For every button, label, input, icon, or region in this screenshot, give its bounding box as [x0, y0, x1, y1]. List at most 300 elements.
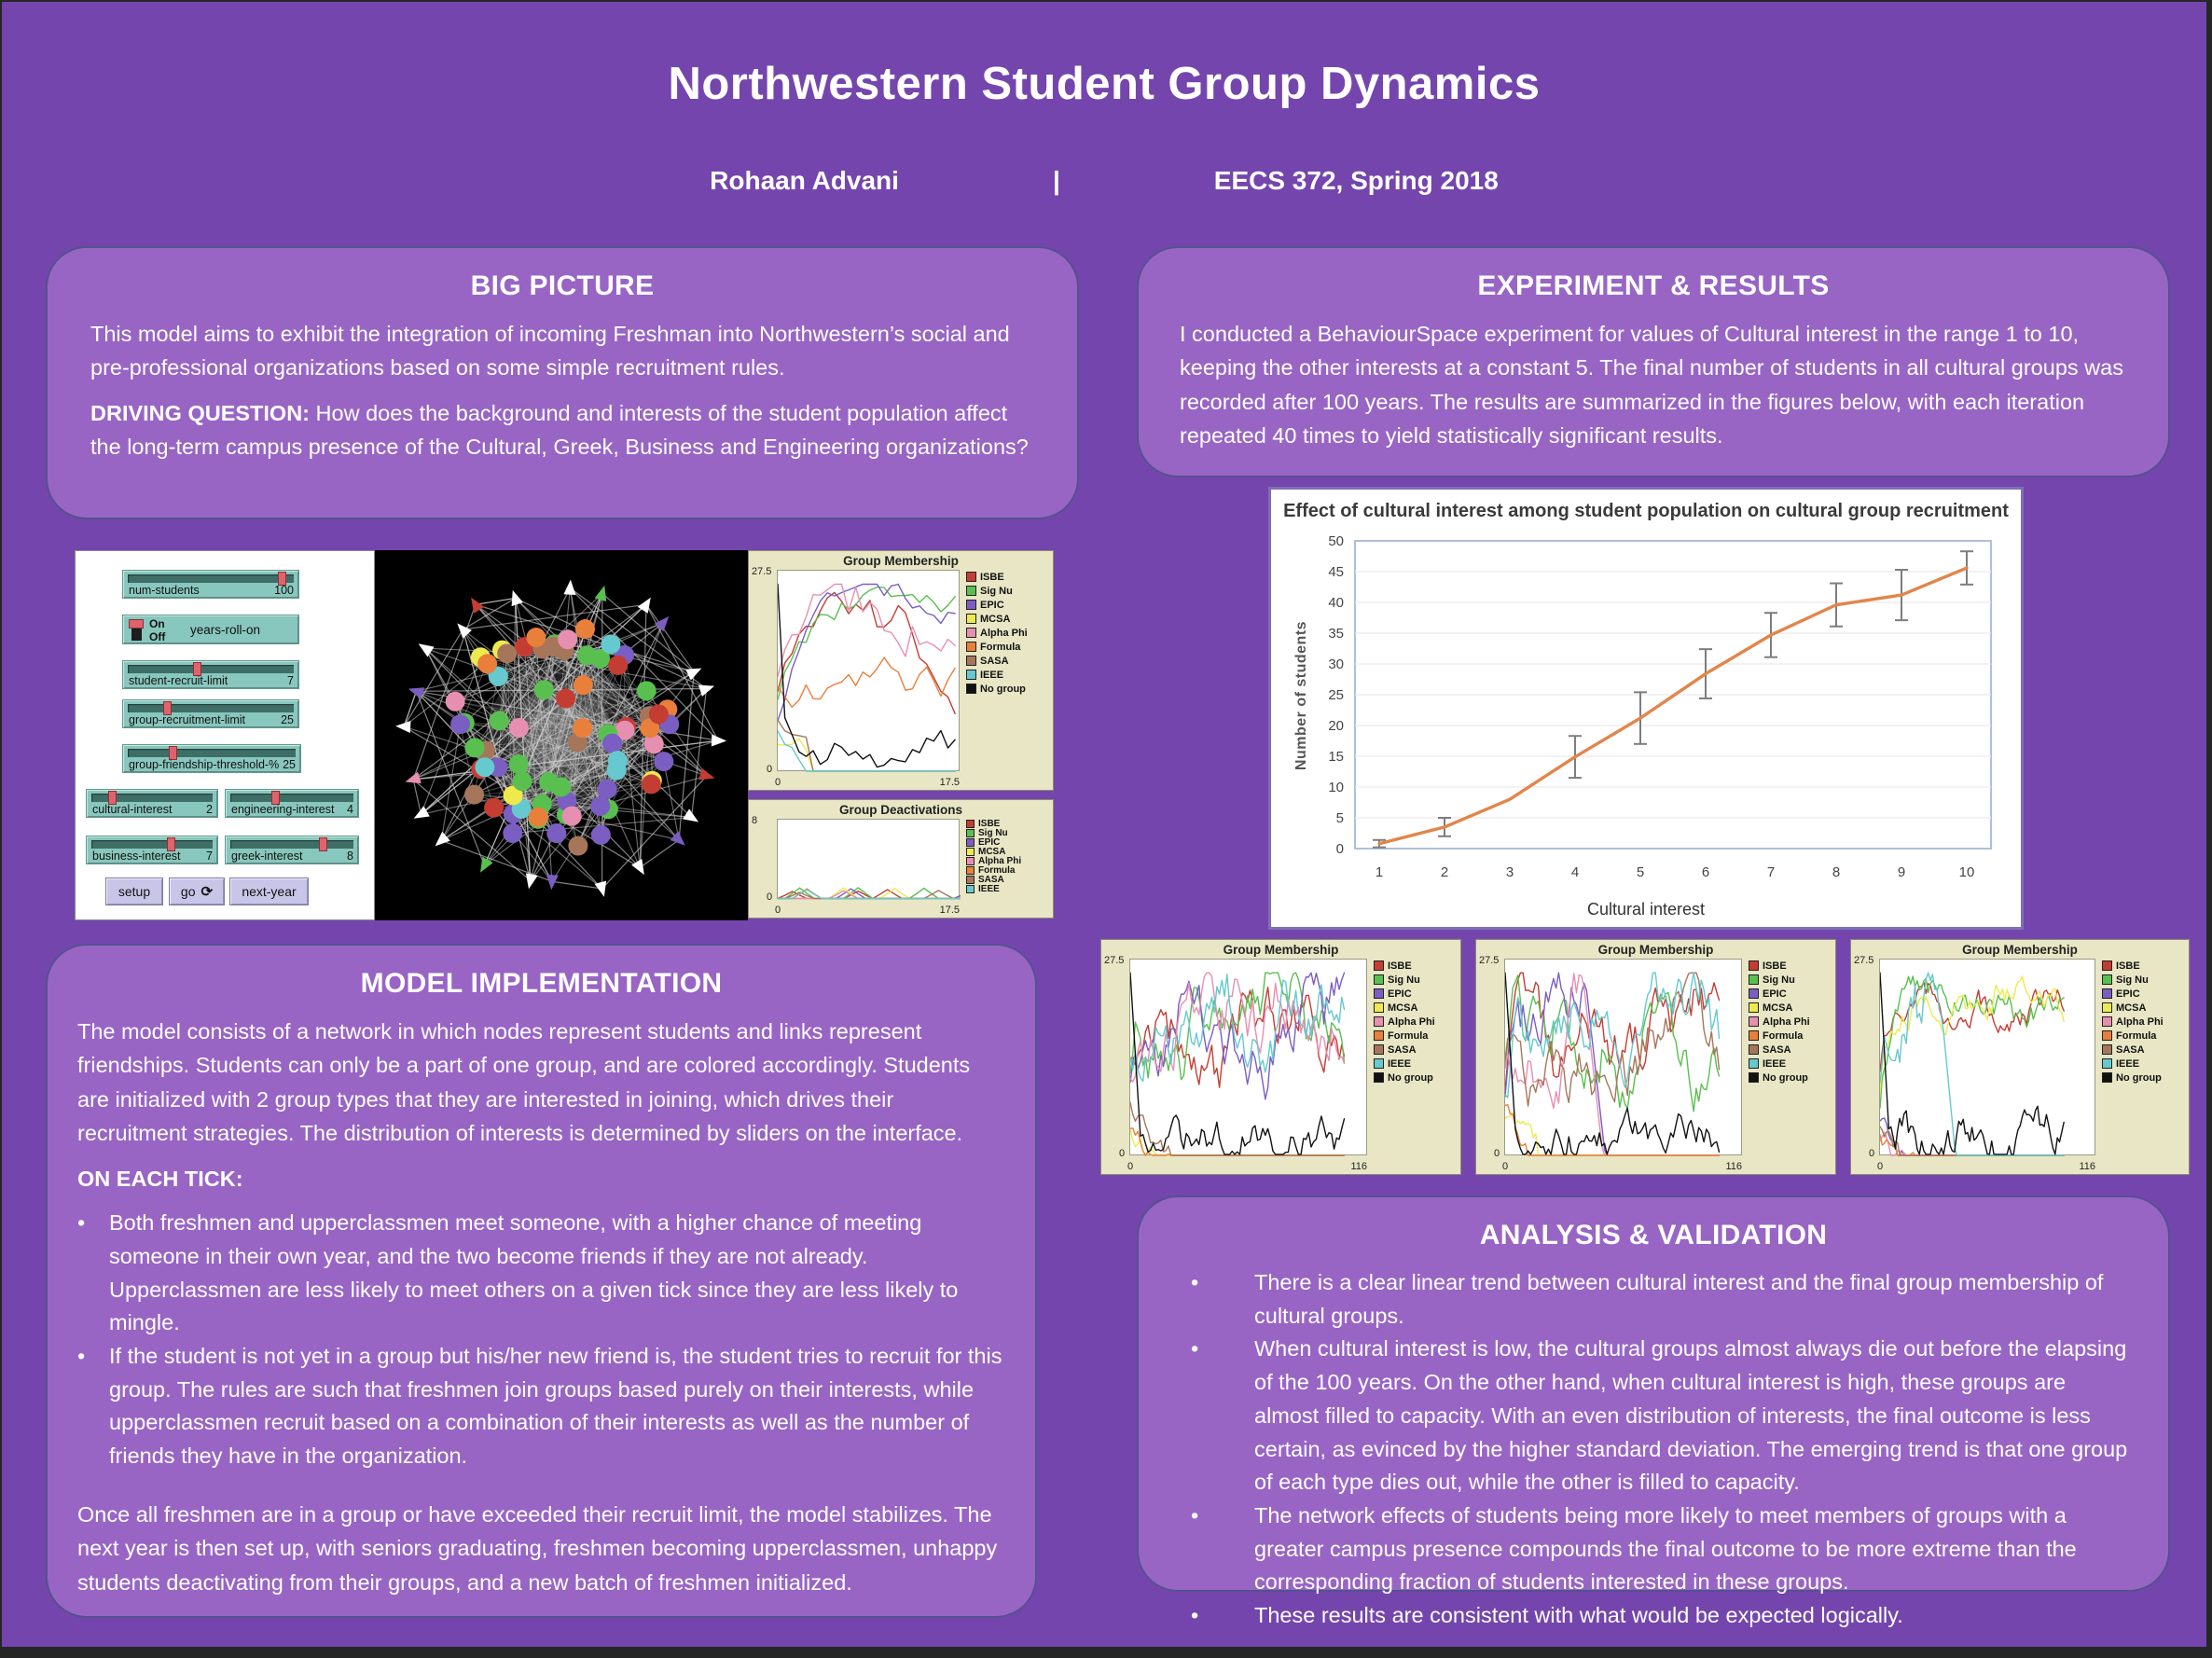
plot-area [1879, 959, 2095, 1155]
student-node-arrow [406, 772, 422, 783]
svg-text:8: 8 [1832, 864, 1841, 880]
legend-label: Sig Nu [978, 827, 1008, 838]
legend-item-epic [966, 598, 1050, 612]
svg-text:30: 30 [1328, 656, 1344, 672]
legend-label: ISBE [978, 818, 1001, 829]
series-No group [778, 585, 955, 767]
legend-swatch [1374, 988, 1384, 999]
student-node [534, 680, 554, 699]
plot-area [777, 819, 960, 899]
legend-label: MCSA [2116, 1002, 2147, 1014]
student-node [568, 836, 588, 856]
student-node [477, 654, 497, 673]
legend-label: Formula [1763, 1029, 1804, 1042]
slider-cultural-interest[interactable] [86, 789, 218, 818]
slider-business-interest[interactable] [86, 836, 218, 864]
y-axis-min-label: 0 [767, 764, 773, 775]
model-text-1: The model consists of a network in which nodes represent students and links represent friendships. Students can only be a part of one group, and are colored accordingly. Students are initialized with 2 group types that they are interested in joining, which drives their recruitment strategies. The distribution of interests is determined by sliders on the interface. [77, 1019, 971, 1146]
legend-label: MCSA [978, 846, 1006, 857]
legend-swatch [966, 614, 976, 624]
legend-swatch [1749, 960, 1759, 971]
driving-question-label: DRIVING QUESTION: [90, 400, 311, 425]
slider-track[interactable] [128, 574, 294, 583]
model-bullet-list [77, 1207, 1005, 1473]
student-node-arrow [563, 580, 575, 595]
legend-swatch [1749, 1016, 1759, 1027]
legend-item-mcsa [966, 847, 1050, 856]
legend-label: EPIC [980, 599, 1004, 611]
button-label: go [180, 884, 196, 899]
y-axis-max-label: 27.5 [1104, 955, 1125, 966]
svg-text:50: 50 [1328, 533, 1344, 549]
bullet-item: • If the student is not yet in a group but his/her new friend is, the student tries to recruit for this group. The rules are such that freshmen join groups based purely on their interests, while upperclassmen recruit based on a combination of their interests as well as the number of friends they have in the organization. [77, 1343, 1002, 1469]
student-node [503, 823, 522, 843]
experiment-heading: EXPERIMENT & RESULTS [1477, 270, 1830, 301]
legend-label: EPIC [2116, 988, 2140, 1000]
plot-area [1504, 959, 1742, 1155]
legend-label: Sig Nu [2116, 974, 2149, 986]
slider-value: 25 [281, 713, 294, 726]
x-axis-max-label: 116 [2079, 1161, 2095, 1172]
legend-swatch [1749, 1072, 1759, 1083]
legend-label: Formula [978, 864, 1016, 876]
model-text-2: Once all freshmen are in a group or have exceeded their recruit limit, the model stabilizes. The next year is then set up, with seniors graduating, freshmen becoming upperclassmen, unhappy students deactivating from their groups, and a new batch of freshmen initialized. [77, 1501, 998, 1595]
legend-swatch [2102, 1072, 2112, 1083]
legend-swatch [2102, 1030, 2112, 1041]
svg-text:1: 1 [1375, 864, 1384, 880]
y-axis-max-label: 27.5 [752, 566, 772, 577]
legend-item-epic [1749, 987, 1832, 1001]
legend-item-alpha-phi [1749, 1015, 1832, 1029]
student-node [575, 619, 595, 639]
legend-swatch [2102, 1016, 2112, 1027]
legend-label: Sig Nu [980, 585, 1013, 597]
slider-label: student-recruit-limit [129, 674, 228, 687]
forever-icon: ⟳ [200, 884, 214, 900]
slider-track[interactable] [128, 704, 294, 712]
student-node [513, 771, 532, 791]
legend-swatch [966, 820, 975, 828]
chart-title: Effect of cultural interest among student population on cultural group recruitment [1283, 501, 2009, 521]
legend-item-sig-nu [966, 828, 1050, 837]
slider-label: engineering-interest [231, 803, 335, 816]
y-axis-min-label: 0 [767, 891, 773, 903]
legend-swatch [2102, 1044, 2112, 1055]
student-node [475, 757, 494, 777]
plot-title: Group Membership [1597, 943, 1714, 957]
bullet-item: • There is a clear linear trend between cultural interest and the final group membership of cultural groups. [1191, 1270, 2104, 1328]
legend-swatch [2102, 1002, 2112, 1013]
slider-student-recruit-limit[interactable] [122, 660, 299, 689]
plot-title: Group Deactivations [838, 803, 963, 817]
group-membership-plot [748, 550, 1054, 791]
network-world-view [375, 550, 748, 920]
group-deactivations-plot [748, 799, 1054, 919]
switch-years-roll-on[interactable] [122, 615, 299, 644]
button-next-year[interactable] [229, 877, 309, 905]
legend-item-sig-nu [966, 584, 1050, 598]
slider-engineering-interest[interactable] [225, 789, 359, 818]
x-axis-min-label: 0 [1127, 1161, 1134, 1172]
legend-item-epic [1374, 987, 1458, 1001]
legend-item-mcsa [1374, 1001, 1458, 1015]
student-node [556, 689, 575, 709]
chart-y-axis-label: Number of students [1293, 620, 1309, 771]
legend-label: Alpha Phi [1763, 1016, 1810, 1028]
legend-label: No group [1763, 1071, 1808, 1084]
netlogo-plot-column [748, 550, 1054, 920]
plot-title: Group Membership [1962, 943, 2078, 957]
student-node [558, 629, 577, 649]
bullet-item: • These results are consistent with what would be expected logically. [1191, 1603, 1903, 1628]
legend-swatch [1749, 988, 1759, 999]
svg-text:20: 20 [1328, 718, 1344, 734]
legend-item-sig-nu [1374, 973, 1458, 987]
plot-legend [966, 570, 1050, 696]
student-node [465, 738, 485, 757]
big-picture-text: This model aims to exhibit the integration of incoming Freshman into Northwestern’s social and pre-professional organizations based on some simple recruitment rules. [90, 322, 1010, 380]
legend-item-sasa [966, 875, 1050, 884]
legend-item-alpha-phi [966, 856, 1050, 865]
svg-text:10: 10 [1328, 780, 1344, 795]
svg-text:4: 4 [1570, 864, 1580, 880]
series-IEEE [1130, 974, 1345, 1082]
y-axis-min-label: 0 [1494, 1148, 1500, 1159]
legend-item-mcsa [1749, 1001, 1832, 1015]
student-node-arrow [712, 734, 726, 746]
plot-area [1129, 959, 1367, 1155]
legend-swatch [1749, 1002, 1759, 1013]
student-node [551, 777, 571, 796]
legend-item-isbe [966, 570, 1050, 584]
legend-label: IEEE [978, 883, 1000, 894]
bullet-item: • When cultural interest is low, the cultural groups almost always die out before the elapsing of the 100 years. On the other hand, when cultural interest is high, these groups are almost filled to capacity. With an even distribution of interests, the final outcome is less certain, as evinced by the higher standard deviation. The emerging trend is that one group of each type dies out, while the other is filled to capacity. [1191, 1336, 2128, 1495]
legend-item-sasa [1374, 1043, 1458, 1057]
student-node [497, 643, 517, 663]
x-axis-max-label: 17.5 [939, 777, 960, 788]
plot-legend [966, 819, 1050, 893]
plot-area [777, 570, 960, 771]
poster-background [2, 2, 2206, 1647]
legend-label: IEEE [2116, 1057, 2140, 1070]
legend-label: SASA [980, 655, 1009, 667]
legend-label: EPIC [1763, 988, 1787, 1000]
plot-title: Group Membership [1223, 943, 1339, 957]
switch-track[interactable] [131, 619, 142, 641]
legend-swatch [1374, 974, 1384, 985]
plot-legend [1374, 959, 1458, 1085]
student-node [509, 754, 529, 774]
legend-item-alpha-phi [1374, 1015, 1458, 1029]
student-node [573, 718, 592, 738]
friendship-network-graph [375, 550, 748, 920]
legend-swatch [1749, 1058, 1759, 1069]
legend-label: SASA [1388, 1043, 1417, 1056]
model-implementation-panel [46, 944, 1037, 1618]
author-name: Rohaan Advani [710, 166, 899, 195]
student-node-arrow [435, 832, 450, 846]
legend-swatch [966, 885, 975, 893]
legend-label: No group [980, 683, 1026, 695]
legend-item-ieee [1749, 1057, 1832, 1071]
legend-label: Alpha Phi [978, 855, 1022, 866]
x-axis-min-label: 0 [775, 777, 781, 788]
legend-item-mcsa [2102, 1001, 2186, 1015]
x-axis-min-label: 0 [1502, 1161, 1509, 1172]
legend-swatch [966, 866, 975, 875]
legend-item-isbe [966, 819, 1050, 828]
svg-text:5: 5 [1636, 864, 1645, 880]
legend-label: EPIC [1388, 988, 1412, 1000]
slider-track[interactable] [91, 794, 213, 802]
student-node [598, 780, 617, 799]
legend-item-no-group [966, 682, 1050, 696]
legend-swatch [966, 829, 975, 837]
legend-label: ISBE [1388, 960, 1412, 972]
y-axis-max-label: 8 [752, 815, 758, 826]
student-node [446, 692, 465, 712]
legend-label: ISBE [2116, 960, 2140, 972]
slider-track[interactable] [128, 665, 294, 673]
plot-legend [1749, 959, 1832, 1085]
course-info: EECS 372, Spring 2018 [1213, 166, 1499, 195]
legend-swatch [966, 642, 976, 652]
legend-item-ieee [966, 884, 1050, 893]
legend-swatch [966, 628, 976, 638]
y-axis-min-label: 0 [1119, 1148, 1126, 1159]
legend-label: No group [1388, 1071, 1433, 1084]
svg-text:15: 15 [1328, 749, 1344, 765]
slider-value: 100 [274, 584, 294, 597]
legend-item-formula [1749, 1029, 1832, 1043]
legend-label: MCSA [980, 613, 1011, 625]
student-node [484, 798, 504, 818]
student-node [590, 796, 610, 816]
svg-text:6: 6 [1701, 864, 1710, 880]
legend-item-ieee [1374, 1057, 1458, 1071]
legend-swatch [1749, 974, 1759, 985]
legend-swatch [1749, 1044, 1759, 1055]
svg-text:0: 0 [1335, 841, 1344, 857]
slider-track[interactable] [230, 840, 353, 849]
series-SASA [1130, 1102, 1345, 1155]
on-each-tick-label: ON EACH TICK: [77, 1166, 243, 1191]
group-membership-plot-run-2 [1475, 939, 1836, 1175]
student-node [529, 808, 548, 827]
legend-label: Formula [980, 641, 1021, 653]
svg-text:3: 3 [1505, 864, 1514, 880]
legend-label: ISBE [980, 571, 1004, 583]
legend-label: MCSA [1763, 1002, 1793, 1014]
legend-item-sig-nu [1749, 973, 1832, 987]
driving-question-text: How does the background and interests of the student population affect the long-term campus presence of the Cultural, Greek, Business and Engineering organizations? [90, 400, 1029, 460]
slider-label: greek-interest [231, 850, 303, 863]
slider-track[interactable] [91, 840, 213, 849]
legend-label: Alpha Phi [1388, 1016, 1435, 1028]
legend-swatch [966, 857, 975, 865]
student-node [464, 785, 484, 805]
byline-separator: | [1052, 166, 1060, 195]
legend-item-mcsa [966, 612, 1050, 626]
legend-swatch [966, 586, 976, 596]
big-picture-heading: BIG PICTURE [470, 270, 655, 301]
slider-track[interactable] [128, 749, 296, 757]
series-Formula [778, 657, 955, 707]
group-membership-plot-run-3 [1850, 939, 2190, 1175]
legend-swatch [966, 838, 975, 847]
series-No group [1880, 973, 2064, 1154]
student-node [642, 774, 661, 794]
legend-swatch [2102, 974, 2112, 985]
series-ISBE [778, 592, 955, 713]
svg-text:25: 25 [1328, 687, 1344, 703]
experiment-chart-figure [1268, 487, 2024, 930]
legend-item-alpha-phi [966, 626, 1050, 640]
slider-label: business-interest [92, 850, 181, 863]
student-node [509, 718, 529, 738]
switch-knob[interactable] [129, 619, 144, 629]
plot-legend [2102, 959, 2186, 1085]
legend-swatch [1374, 1044, 1384, 1055]
legend-label: IEEE [1388, 1057, 1412, 1070]
legend-swatch [966, 876, 975, 884]
legend-label: Sig Nu [1763, 974, 1795, 986]
run-comparison-plots [1100, 939, 2191, 1175]
slider-label: cultural-interest [92, 803, 173, 816]
legend-label: ISBE [1763, 960, 1787, 972]
legend-item-no-group [1749, 1071, 1832, 1085]
group-membership-plot-run-1 [1100, 939, 1461, 1175]
y-axis-max-label: 27.5 [1854, 955, 1874, 966]
slider-group-friendship-threshold-%[interactable] [122, 744, 301, 773]
bullet-item: • Both freshmen and upperclassmen meet someone, with a higher chance of meeting someone in their own year, and the two become friends if they are not already. Upperclassmen are less likely to meet others on a given tick since they are less likely to mingle. [77, 1210, 959, 1335]
legend-label: Sig Nu [1388, 974, 1420, 986]
legend-swatch [2102, 988, 2112, 999]
button-setup[interactable] [105, 877, 163, 905]
slider-group-recruitment-limit[interactable] [122, 699, 299, 728]
slider-track[interactable] [230, 794, 353, 802]
legend-item-formula [1374, 1029, 1458, 1043]
slider-label: group-recruitment-limit [129, 713, 246, 726]
legend-item-formula [2102, 1029, 2186, 1043]
legend-swatch [966, 670, 976, 680]
legend-item-isbe [1749, 959, 1832, 973]
student-node [654, 752, 673, 771]
plot-title: Group Membership [843, 554, 959, 568]
svg-text:7: 7 [1766, 864, 1776, 880]
x-axis-max-label: 17.5 [939, 905, 960, 916]
legend-item-ieee [966, 668, 1050, 682]
analysis-bullet-list [1176, 1266, 2131, 1633]
legend-item-formula [966, 865, 1050, 875]
x-axis-min-label: 0 [775, 905, 781, 916]
experiment-results-chart [1271, 490, 2026, 933]
series-Formula [1880, 1135, 2064, 1155]
legend-swatch [1374, 1072, 1384, 1083]
experiment-text: I conducted a BehaviourSpace experiment for values of Cultural interest in the range 1 to 10, keeping the other interests at a constant 5. The final number of students in all cultural groups was recorded after 100 years. The results are summarized in the figures below, with each iteration repeated 40 times to yield statistically significant results. [1180, 322, 2123, 449]
student-node [577, 646, 597, 666]
legend-label: MCSA [1388, 1002, 1418, 1014]
slider-value: 2 [206, 803, 213, 816]
svg-text:10: 10 [1958, 864, 1975, 880]
button-label: setup [118, 884, 151, 899]
legend-item-epic [2102, 987, 2186, 1001]
legend-label: IEEE [980, 669, 1004, 681]
legend-item-sig-nu [2102, 973, 2186, 987]
legend-swatch [966, 848, 975, 856]
student-node [490, 711, 509, 730]
y-axis-max-label: 27.5 [1479, 955, 1500, 966]
slider-value: 7 [287, 674, 294, 687]
slider-value: 8 [347, 850, 353, 863]
svg-text:9: 9 [1897, 864, 1906, 880]
student-node-arrow [395, 721, 410, 733]
legend-swatch [2102, 1058, 2112, 1069]
x-axis-max-label: 116 [1350, 1161, 1367, 1172]
x-axis-min-label: 0 [1877, 1161, 1884, 1172]
switch-label: years-roll-on [190, 623, 261, 637]
legend-label: SASA [1763, 1043, 1791, 1056]
series-SASA [778, 720, 955, 771]
legend-item-no-group [2102, 1071, 2186, 1085]
student-node-arrow [526, 873, 538, 889]
legend-swatch [1374, 1002, 1384, 1013]
svg-text:40: 40 [1328, 595, 1344, 611]
student-node [649, 704, 669, 724]
netlogo-interface-screenshot [75, 550, 1054, 920]
student-node [591, 825, 611, 845]
legend-label: No group [2116, 1071, 2162, 1084]
legend-label: Formula [2116, 1029, 2157, 1042]
legend-label: IEEE [1763, 1057, 1787, 1070]
student-node [608, 751, 628, 770]
legend-swatch [2102, 960, 2112, 971]
legend-label: Alpha Phi [2116, 1016, 2164, 1028]
analysis-validation-panel [1137, 1195, 2170, 1628]
student-node [602, 734, 622, 753]
legend-swatch [1374, 960, 1384, 971]
slider-label: group-friendship-threshold-% [129, 758, 280, 771]
x-axis-max-label: 116 [1725, 1161, 1742, 1172]
button-go[interactable] [169, 877, 225, 905]
student-node [574, 675, 593, 695]
legend-swatch [966, 572, 976, 582]
poster-title: Northwestern Student Group Dynamics [668, 59, 1541, 109]
legend-swatch [1749, 1030, 1759, 1041]
legend-swatch [1374, 1030, 1384, 1041]
student-node [526, 628, 546, 647]
slider-num-students[interactable] [122, 570, 299, 599]
legend-label: SASA [978, 874, 1004, 885]
legend-label: SASA [2116, 1043, 2145, 1056]
netlogo-controls-panel [75, 550, 375, 920]
legend-item-isbe [1374, 959, 1458, 973]
slider-greek-interest[interactable] [225, 836, 359, 864]
bullet-item: • The network effects of students being more likely to meet members of groups with a greater campus presence compounds the final outcome to be more extreme than the corresponding fraction of students interested in these groups. [1191, 1503, 2077, 1595]
series-Alpha Phi [1880, 1132, 2064, 1155]
legend-swatch [966, 656, 976, 666]
student-node [637, 681, 657, 700]
legend-item-sasa [1749, 1043, 1832, 1057]
student-node [546, 823, 566, 843]
legend-swatch [1374, 1058, 1384, 1069]
student-node [608, 656, 628, 675]
svg-text:35: 35 [1328, 626, 1344, 642]
legend-swatch [966, 600, 976, 610]
legend-label: EPIC [978, 836, 1001, 848]
svg-text:2: 2 [1440, 864, 1449, 880]
byline [2, 166, 2206, 196]
